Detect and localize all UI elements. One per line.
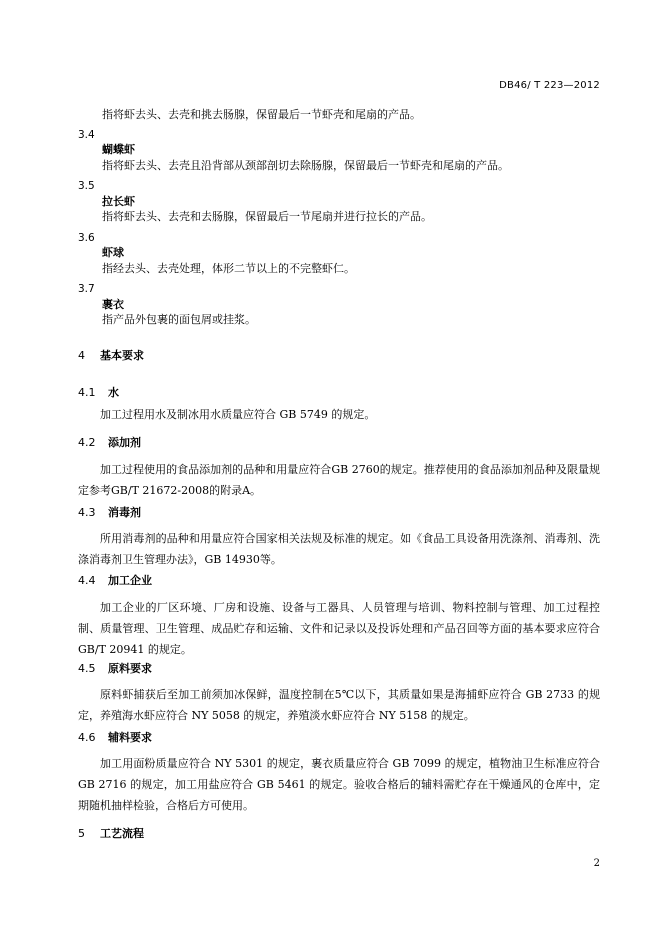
term-3-7-number: 3.7	[78, 283, 95, 295]
subsection-4-2-text: 加工过程使用的食品添加剂的品种和用量应符合GB 2760的规定。推荐使用的食品添加剂品种及限量规定参考GB/T 21672-2008的附录A。	[78, 463, 600, 497]
section-5-title: 工艺流程	[100, 827, 144, 840]
section-5-number: 5	[78, 827, 85, 840]
term-3-6-definition: 指经去头、去壳处理，体形二节以上的不完整虾仁。	[102, 262, 355, 275]
document-id: DB46/ T 223—2012	[499, 80, 600, 91]
subsection-4-2-heading	[78, 436, 141, 450]
subsection-4-3-text: 所用消毒剂的品种和用量应符合国家相关法规及标准的规定。如《食品工具设备用洗涤剂、消毒剂、洗涤消毒剂卫生管理办法》，GB 14930等。	[78, 532, 600, 566]
section-5-heading	[78, 827, 144, 841]
subsection-4-5-title: 原料要求	[108, 662, 152, 675]
subsection-4-3-heading	[78, 506, 141, 520]
term-3-5-definition: 指将虾去头、去壳和去肠腺，保留最后一节尾扇并进行拉长的产品。	[102, 210, 432, 223]
subsection-4-6-title: 辅料要求	[108, 731, 152, 744]
page-number: 2	[593, 858, 600, 869]
subsection-4-5-heading	[78, 662, 152, 676]
subsection-4-4-title: 加工企业	[108, 574, 152, 587]
term-3-4-number: 3.4	[78, 129, 95, 141]
term-3-7-definition: 指产品外包裹的面包屑或挂浆。	[102, 313, 256, 326]
term-3-5-number: 3.5	[78, 180, 95, 192]
subsection-4-4-heading	[78, 574, 152, 588]
subsection-4-1-text: 加工过程用水及制冰用水质量应符合 GB 5749 的规定。	[100, 408, 376, 421]
subsection-4-5-number: 4.5	[78, 662, 96, 675]
subsection-4-4-number: 4.4	[78, 574, 96, 587]
subsection-4-5-text: 原料虾捕获后至加工前须加冰保鲜，温度控制在5℃以下，其质量如果是海捕虾应符合 GB 2733 的规定，养殖海水虾应符合 NY 5058 的规定，养殖淡水虾应符合 NY 5158 的规定。	[78, 688, 600, 722]
subsection-4-2-number: 4.2	[78, 436, 96, 449]
subsection-4-1-number: 4.1	[78, 386, 96, 399]
term-3-4-definition: 指将虾去头、去壳且沿背部从颈部剖切去除肠腺，保留最后一节虾壳和尾扇的产品。	[102, 159, 509, 172]
term-3-5-title: 拉长虾	[102, 195, 135, 208]
subsection-4-6-heading	[78, 731, 152, 745]
term-3-6-title: 虾球	[102, 246, 124, 259]
subsection-4-2-title: 添加剂	[108, 436, 141, 449]
term-3-7-title: 裹衣	[102, 298, 124, 311]
term-3-3-definition: 指将虾去头、去壳和挑去肠腺，保留最后一节虾壳和尾扇的产品。	[102, 108, 421, 121]
term-3-4-title: 蝴蝶虾	[102, 143, 135, 156]
subsection-4-3-number: 4.3	[78, 506, 96, 519]
subsection-4-1-title: 水	[108, 386, 119, 399]
section-4-heading	[78, 349, 144, 363]
term-3-6-number: 3.6	[78, 232, 95, 244]
subsection-4-4-text: 加工企业的厂区环境、厂房和设施、设备与工器具、人员管理与培训、物料控制与管理、加工过程控制、质量管理、卫生管理、成品贮存和运输、文件和记录以及投诉处理和产品召回等方面的基本要求应符合 GB/T 20941 的规定。	[78, 601, 600, 656]
subsection-4-6-text: 加工用面粉质量应符合 NY 5301 的规定，裹衣质量应符合 GB 7099 的规定，植物油卫生标准应符合 GB 2716 的规定，加工用盐应符合 GB 5461 的规定。验收合格后的辅料需贮存在干燥通风的仓库中，定期随机抽样检验，合格后方可使用。	[78, 757, 600, 812]
subsection-4-3-title: 消毒剂	[108, 506, 141, 519]
section-4-number: 4	[78, 349, 85, 362]
subsection-4-1-heading	[78, 386, 119, 400]
subsection-4-6-number: 4.6	[78, 731, 96, 744]
section-4-title: 基本要求	[100, 349, 144, 362]
